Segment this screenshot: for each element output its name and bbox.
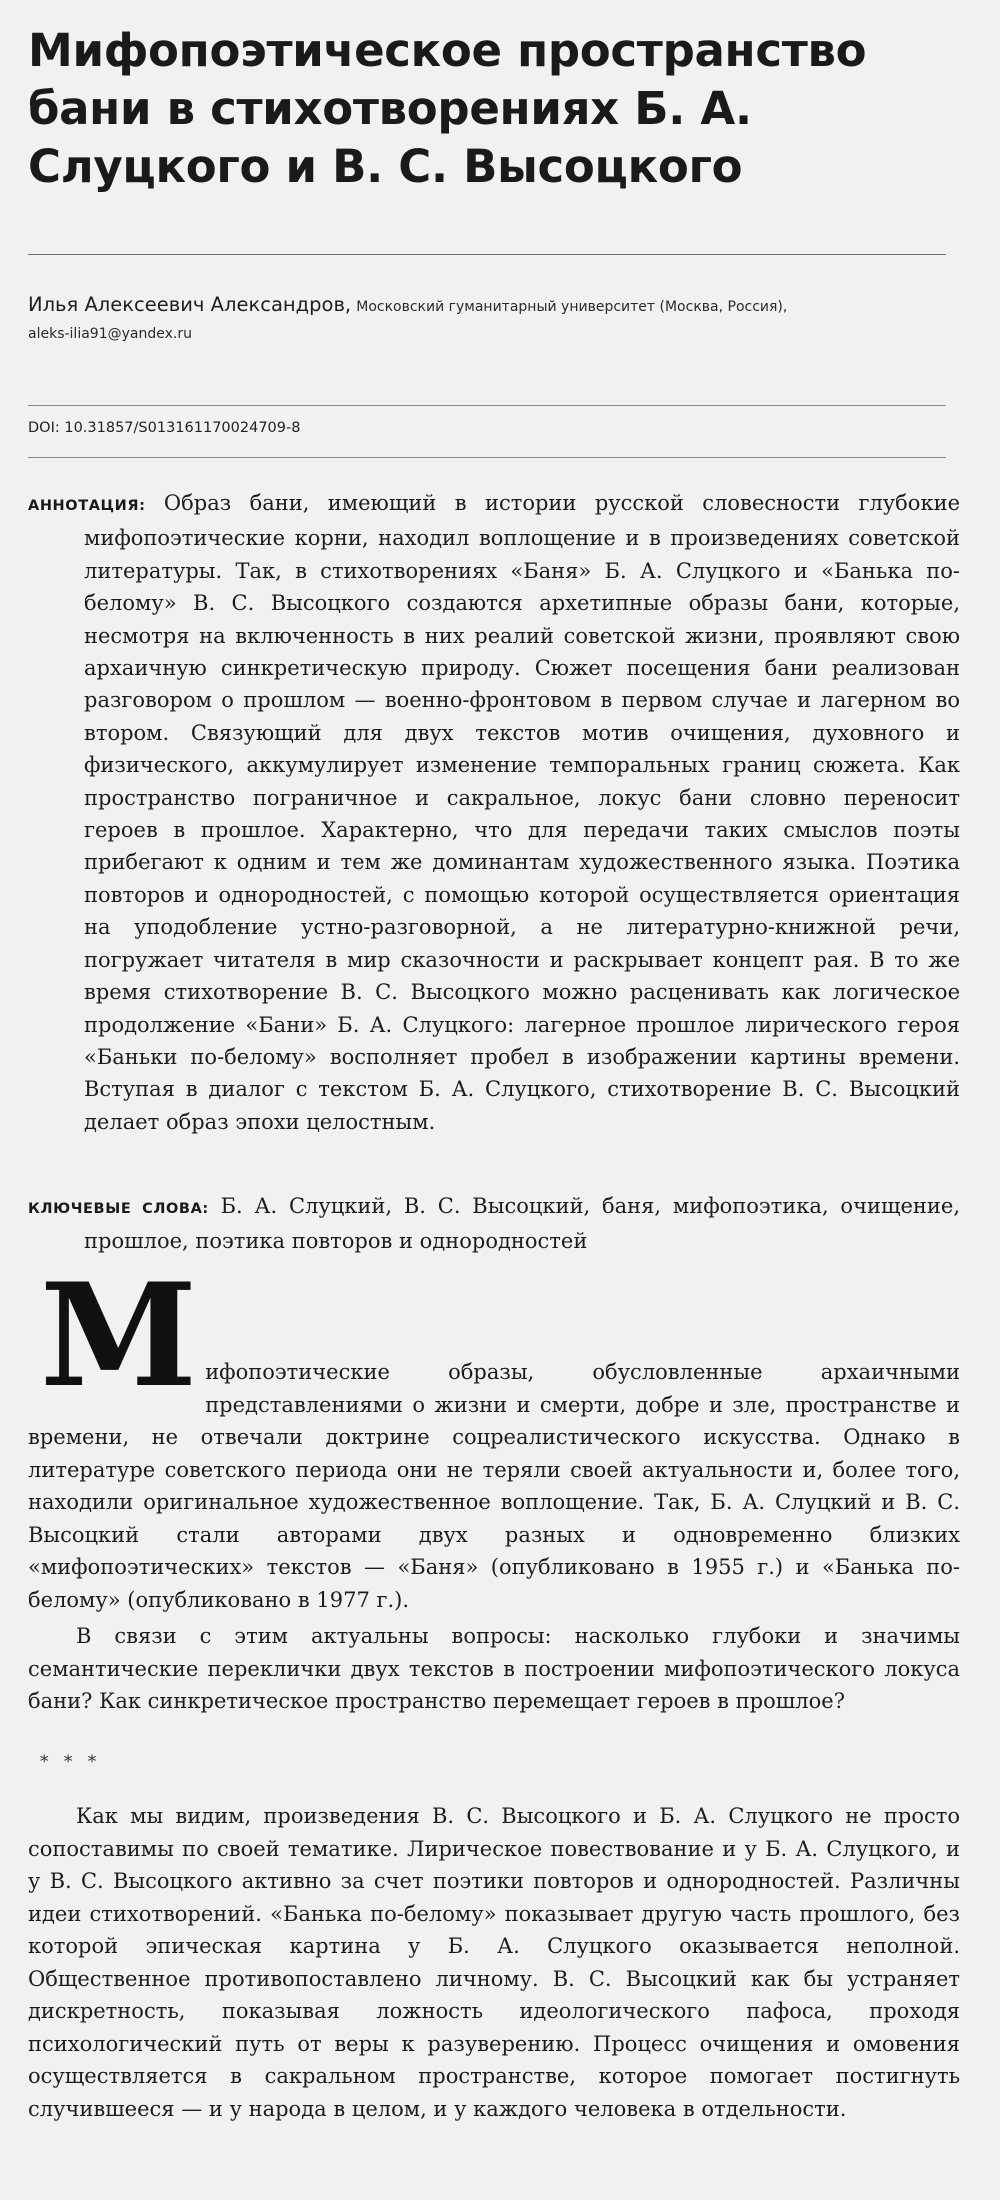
body-paragraph-2: В связи с этим актуальны вопросы: насколько глубоки и значимы семантические переклички двух текстов в построении мифопоэтического локуса бани? Как синкретическое пространство перемещает героев в прошлое? <box>28 1624 960 1713</box>
abstract <box>28 487 960 1138</box>
author-line <box>28 292 958 320</box>
drop-cap: М <box>40 1253 198 1419</box>
keywords <box>28 1190 960 1258</box>
author-email: aleks-ilia91@yandex.ru <box>28 326 192 342</box>
author-affiliation: Московский гуманитарный университет (Москва, Россия), <box>356 299 788 315</box>
doi: DOI: 10.31857/S013161170024709-8 <box>28 420 301 436</box>
author-name: Илья Алексеевич Александров, <box>28 293 352 316</box>
article-title: Мифопоэтическое пространство бани в стихотворениях Б. А. Слуцкого и В. С. Высоцкого <box>28 24 867 193</box>
body-paragraph-3: Как мы видим, произведения В. С. Высоцкого и Б. А. Слуцкого не просто сопоставимы по своей тематике. Лирическое повествование и у Б. А. Слуцкого, и у В. С. Высоцкого активно за счет поэтики повторов и однородностей. Различны идеи стихотворений. «Банька по-белому» показывает другую часть прошлого, без которой эпическая картина у Б. А. Слуцкого оказывается неполной. Общественное противопоставлено личному. В. С. Высоцкий как бы устраняет дискретность, показывая ложность идеологического пафоса, проходя психологический путь от веры к разуверению. Процесс очищения и омовения осуществляется в сакральном пространстве, которое помогает постигнуть случившееся — и у народа в целом, и у каждого человека в отдельности. <box>28 1804 960 2121</box>
paragraph-1-text: ифопоэтические образы, обусловленные архаичными представлениями о жизни и смерти, добре и зле, пространстве и времени, не отвечали доктрине соцреалистического искусства. Однако в литературе советского периода они не теряли своей актуальности и, более того, находили оригинальное художественное воплощение. Так, Б. А. Слуцкий и В. С. Высоцкий стали авторами двух разных и одновременно близких «мифопоэтических» текстов — «Баня» (опубликовано в 1955 г.) и «Банька по-белому» (опубликовано в 1977 г.). <box>28 1360 960 1612</box>
abstract-text: Образ бани, имеющий в истории русской словесности глубокие мифопоэтические корни, находил воплощение и в произведениях советской литературы. Так, в стихотворениях «Баня» Б. А. Слуцкого и «Банька по-белому» В. С. Высоцкого создаются архетипные образы бани, которые, несмотря на включенность в них реалий советской жизни, проявляют свою архаичную синкретическую природу. Сюжет посещения бани реализован разговором о прошлом — военно-фронтовом в первом случае и лагерном во втором. Связующий для двух текстов мотив очищения, духовного и физического, аккумулирует изменение темпоральных границ сюжета. Как пространство пограничное и сакральное, локус бани словно переносит героев в прошлое. Характерно, что для передачи таких смыслов поэты прибегают к одним и тем же доминантам художественного языка. Поэтика повторов и однородностей, с помощью которой осуществляется ориентация на уподобление устно-разговорной, а не литературно-книжной речи, погружает читателя в мир сказочности и раскрывает концепт рая. В то же время стихотворение В. С. Высоцкого можно расценивать как логическое продолжение «Бани» Б. А. Слуцкого: лагерное прошлое лирического героя «Баньки по-белому» восполняет пробел в изображении картины времени. Вступая в диалог с текстом Б. А. Слуцкого, стихотворение В. С. Высоцкий делает образ эпохи целостным. <box>84 491 960 1134</box>
title-divider <box>28 254 946 255</box>
abstract-label: АННОТАЦИЯ: <box>28 498 146 514</box>
doi-top-divider <box>28 405 946 406</box>
doi-bottom-divider <box>28 457 946 458</box>
keywords-text: Б. А. Слуцкий, В. С. Высоцкий, баня, мифопоэтика, очищение, прошлое, поэтика повторов и однородностей <box>84 1194 960 1254</box>
body-paragraph-1 <box>28 1253 960 1616</box>
keywords-label: КЛЮЧЕВЫЕ СЛОВА: <box>28 1201 209 1217</box>
section-separator: * * * <box>40 1752 102 1772</box>
